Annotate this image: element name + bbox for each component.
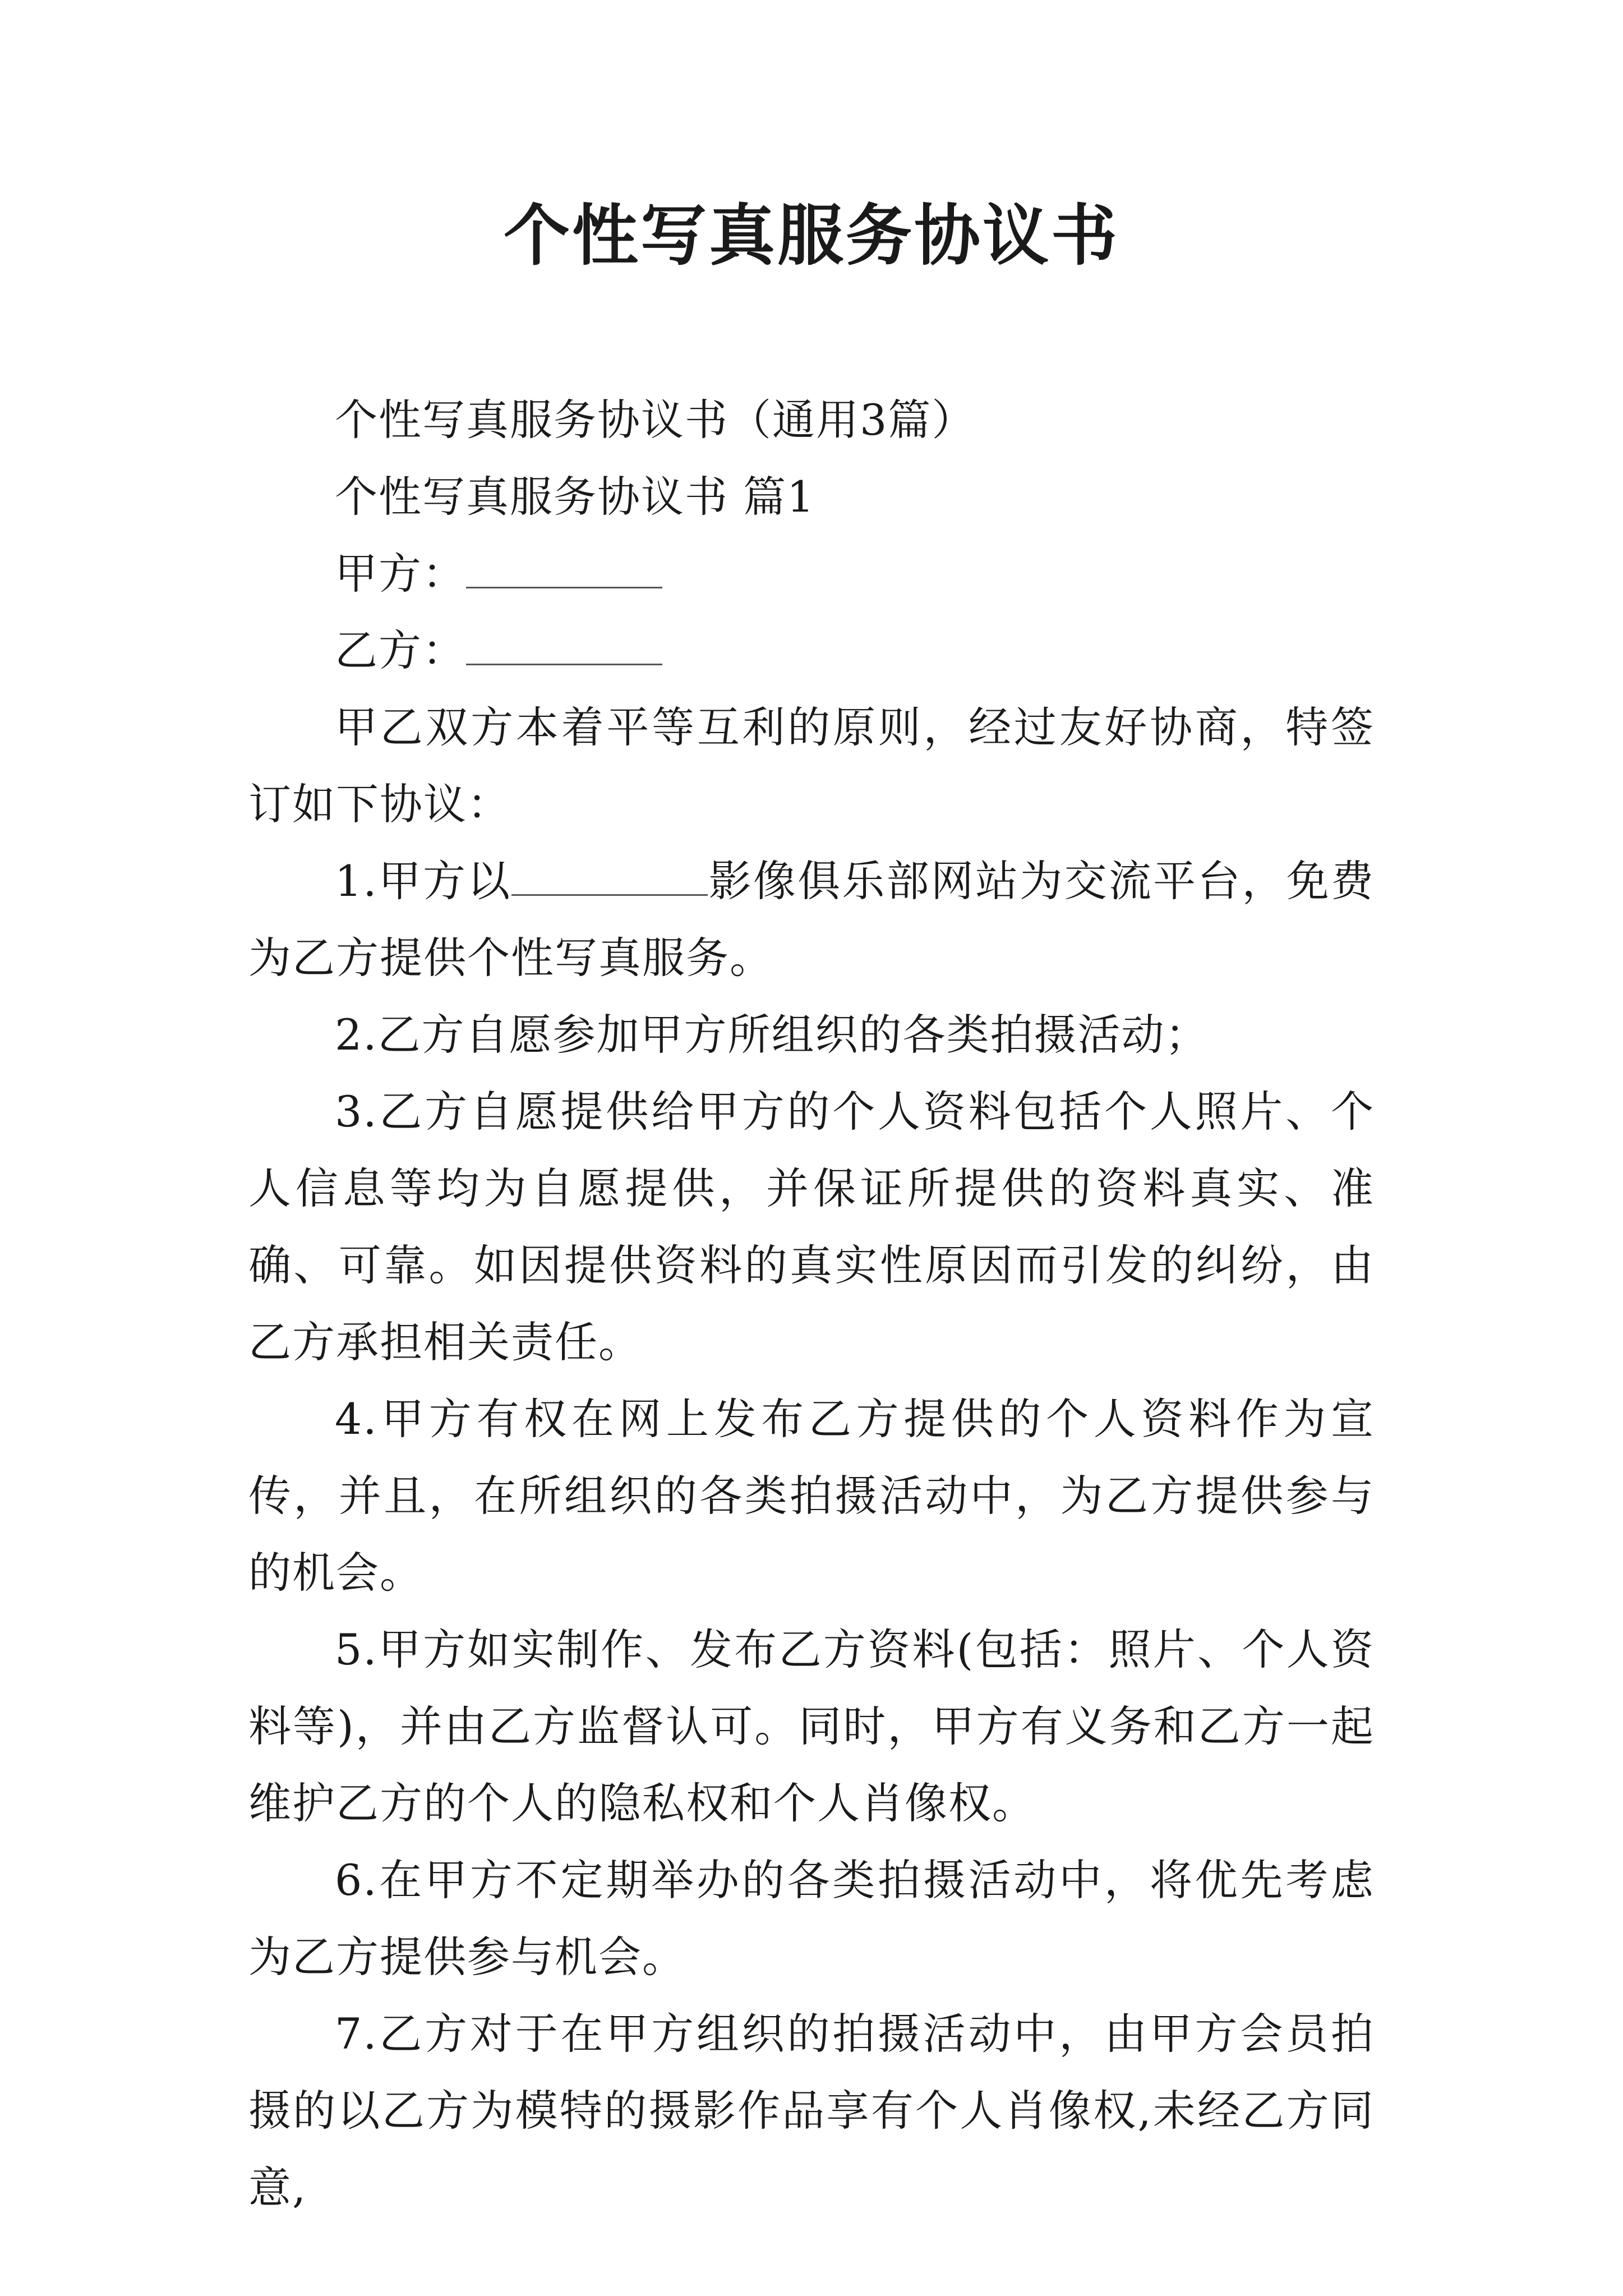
clause-7: 7.乙方对于在甲方组织的拍摄活动中，由甲方会员拍摄的以乙方为模特的摄影作品享有个人肖像权,未经乙方同意, [248, 2009, 1375, 2212]
clause-2: 2.乙方自愿参加甲方所组织的各类拍摄活动； [335, 1010, 1209, 1060]
section-heading: 个性写真服务协议书 篇1 [335, 472, 815, 522]
party-b-line [248, 612, 1375, 689]
document-subtitle: 个性写真服务协议书（通用3篇） [335, 395, 976, 445]
party-b-label: 乙方： [335, 625, 466, 675]
party-a-label: 甲方： [335, 549, 466, 599]
clause-3: 3.乙方自愿提供给甲方的个人资料包括个人照片、个人信息等均为自愿提供，并保证所提供的资料真实、准确、可靠。如因提供资料的真实性原因而引发的纠纷，由乙方承担相关责任。 [248, 1087, 1375, 1367]
document-title: 个性写真服务协议书 [503, 196, 1119, 274]
party-a-line [248, 535, 1375, 612]
clause-1 [248, 843, 1375, 996]
clause-4: 4.甲方有权在网上发布乙方提供的个人资料作为宣传，并且，在所组织的各类拍摄活动中，为乙方提供参与的机会。 [248, 1394, 1375, 1598]
clause-1-blank [511, 855, 708, 896]
clause-6: 6.在甲方不定期举办的各类拍摄活动中，将优先考虑为乙方提供参与机会。 [248, 1855, 1375, 1982]
party-b-blank [466, 624, 662, 665]
intro-paragraph: 甲乙双方本着平等互利的原则，经过友好协商，特签订如下协议： [248, 702, 1375, 829]
clause-5: 5.甲方如实制作、发布乙方资料(包括：照片、个人资料等)，并由乙方监督认可。同时，甲方有义务和乙方一起维护乙方的个人的隐私权和个人肖像权。 [248, 1625, 1375, 1828]
party-a-blank [466, 547, 662, 588]
document-body [248, 381, 1375, 2226]
clause-1-prefix: 1.甲方以 [335, 856, 512, 906]
clause-1-suffix: 影像俱乐部网站为交流平台，免费为乙方提供个性写真服务。 [248, 856, 1375, 983]
